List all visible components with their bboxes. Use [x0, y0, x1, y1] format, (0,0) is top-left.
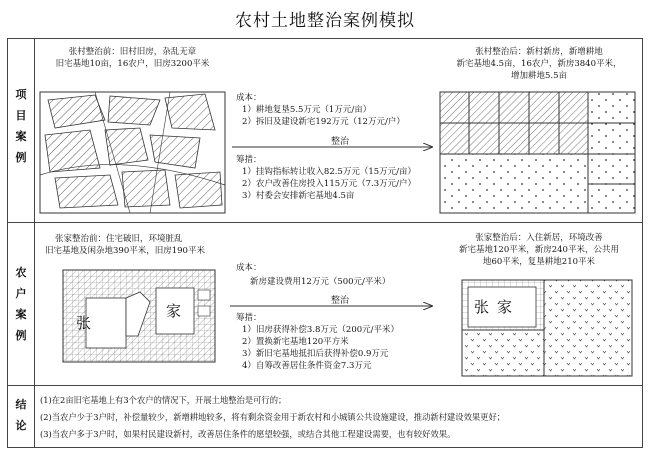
household-funding: 筹措： 1）旧房获得补偿3.8万元（200元/平米） 2）置换新宅基地120平方米 3）新旧宅基地抵扣后获得补偿0.9万元 4）自筹改善居住条件资金7.3万元: [236, 313, 400, 371]
project-funding: 筹措： 1）挂钩指标转让收入82.5万元（15万元/亩） 2）农户改善住房投入115万元（7.3万元/户） 3）村委会安排新宅基地4.5亩: [236, 155, 417, 201]
conclusion-item: (2)当农户少于3户时，补偿量较少，新增耕地较多，将有剩余资金用于新农村和小城镇公共设施建设，推动新村建设效果更好；: [40, 412, 506, 422]
village-after-map: [440, 92, 635, 213]
village-before-map: [40, 92, 225, 213]
project-before-text: 张村整治前：旧村旧房，杂乱无章 旧宅基地10亩，16农户，旧房3200平米: [55, 47, 210, 69]
household-after-text: 张家整治后：入住新居，环境改善 新宅基地120平米，新房240平米，公共用 地60平米，复垦耕地210平米: [459, 233, 619, 267]
house-after-plot: [462, 280, 632, 376]
row-label-project: 项 目 案 例: [15, 88, 27, 164]
page-title: 农村土地整治案例模拟: [235, 11, 415, 31]
household-before-text: 张家整治前：住宅破旧，环境脏乱 旧宅基地及闲杂地390平米，旧房190平米: [45, 234, 205, 256]
conclusion-item: (1)在2亩旧宅基地上有3个农户的情况下，开展土地整治是可行的；: [40, 395, 287, 405]
project-cost: 成本： 1）耕地复垦5.5万元（1万元/亩） 2）拆旧及建设新宅192万元（12万元/户）: [236, 93, 405, 127]
row-label-conclusion: 结 论: [15, 398, 27, 432]
row-label-household: 农 户 案 例: [15, 266, 27, 342]
household-cost: 成本： 新房建设费用12万元（500元/平米）: [236, 263, 391, 287]
conclusion-item: (3)当农户多于3户时，如果村民建设新村，改善居住条件的愿望较强，或结合其他工程建设需要，也有较好效果。: [40, 429, 456, 439]
project-after-text: 张村整治后：新村新房，新增耕地 新宅基地4.5亩，16农户，新房3840平米， 增加耕地5.5亩: [456, 47, 622, 81]
house-before-char-jia: 家: [166, 302, 182, 320]
house-after-label: 张家: [474, 298, 521, 316]
project-arrow-label: 整治: [330, 137, 349, 147]
house-before-char-zhang: 张: [76, 314, 92, 332]
household-arrow-label: 整治: [330, 296, 349, 306]
conclusion-list: [40, 392, 505, 443]
